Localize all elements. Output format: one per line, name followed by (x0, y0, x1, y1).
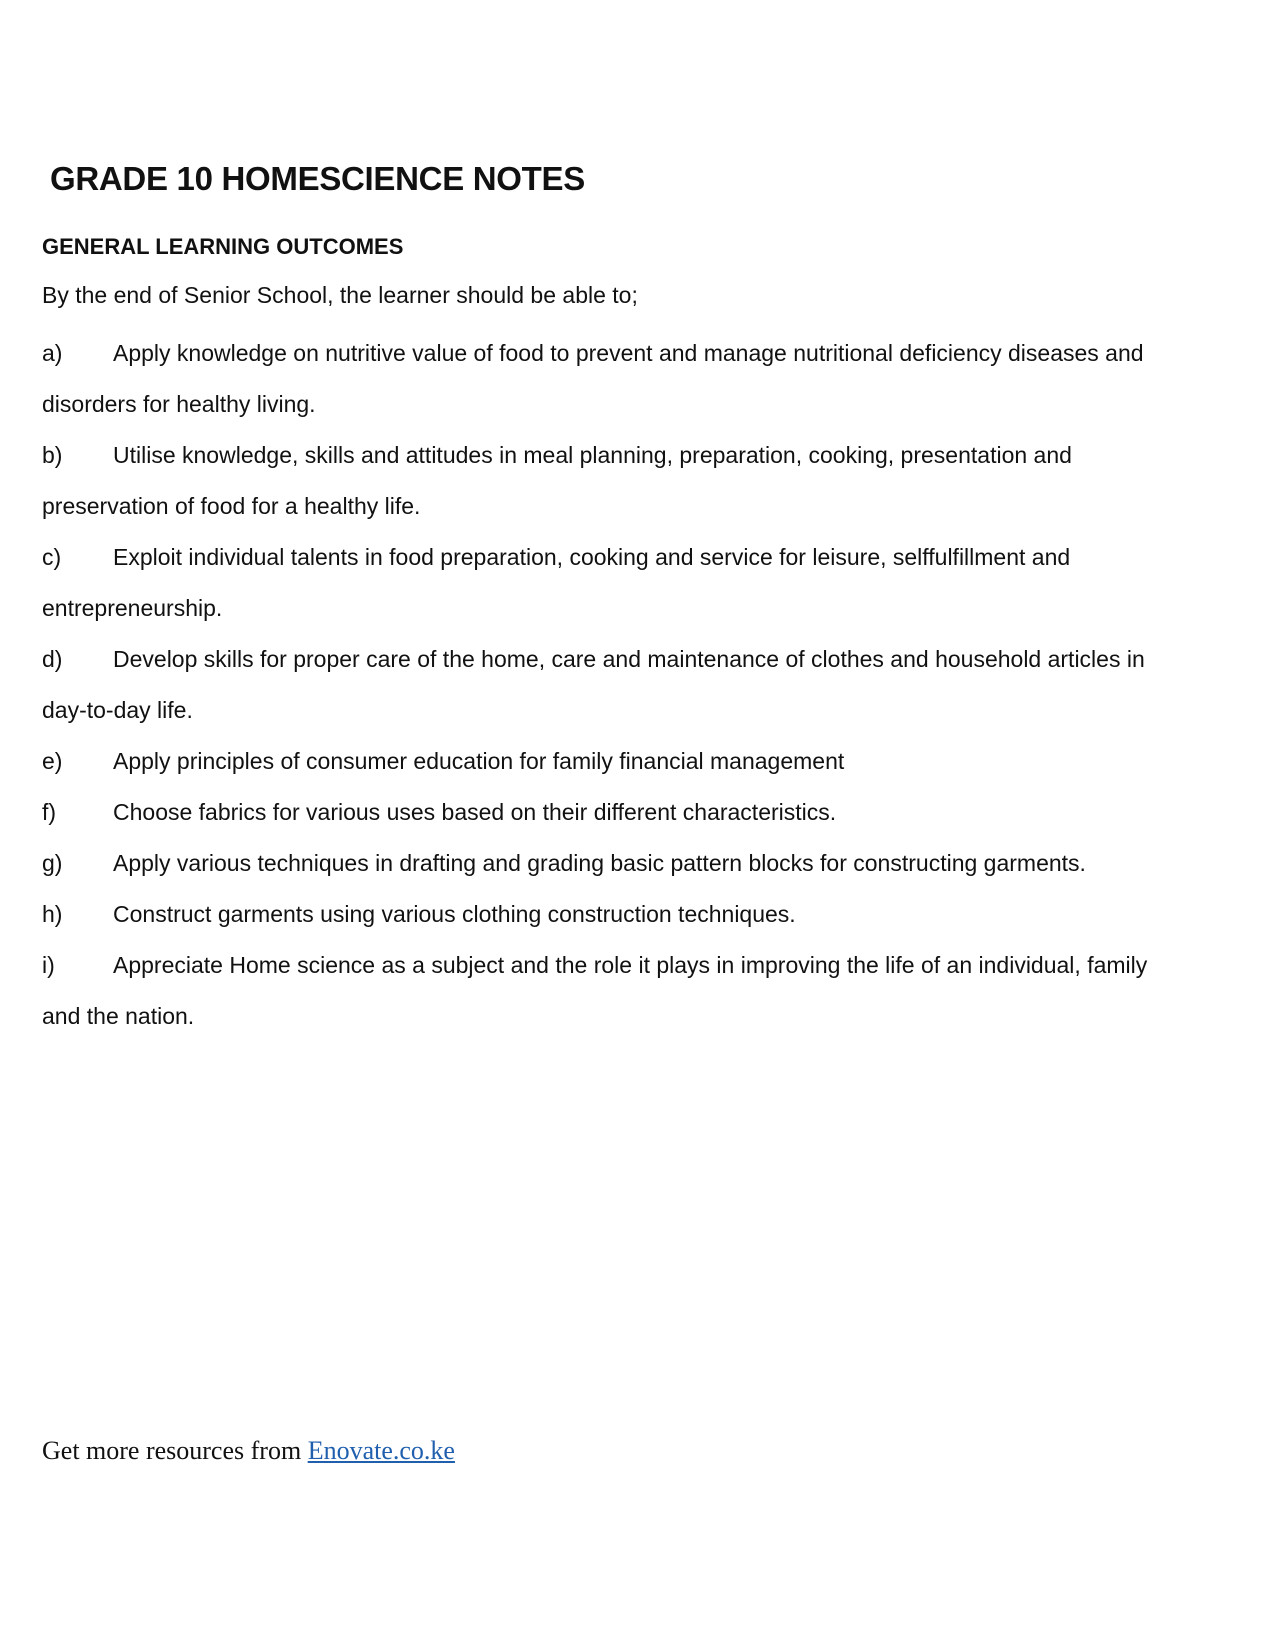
outcome-item (42, 889, 1152, 940)
section-heading: GENERAL LEARNING OUTCOMES (42, 234, 404, 259)
footer (42, 1436, 455, 1466)
outcome-item (42, 736, 1152, 787)
outcome-item (42, 634, 1152, 736)
outcome-item (42, 328, 1152, 430)
outcome-text: Develop skills for proper care of the home, care and maintenance of clothes and household articles in day-to-day life. (42, 646, 1145, 723)
learning-outcomes-list (42, 328, 1152, 1042)
outcome-item (42, 940, 1152, 1042)
outcome-text: Apply various techniques in drafting and grading basic pattern blocks for constructing garments. (113, 850, 1086, 876)
outcome-item (42, 430, 1152, 532)
outcome-item (42, 838, 1152, 889)
outcome-item (42, 787, 1152, 838)
outcome-text: Apply knowledge on nutritive value of food to prevent and manage nutritional deficiency diseases and disorders for healthy living. (42, 340, 1144, 417)
outcome-text: Exploit individual talents in food preparation, cooking and service for leisure, selffulfillment and entrepreneurship. (42, 544, 1071, 621)
page-title: GRADE 10 HOMESCIENCE NOTES (50, 160, 585, 197)
outcome-marker: b) (42, 442, 63, 468)
outcome-text: Construct garments using various clothing construction techniques. (113, 901, 796, 927)
outcome-text: Utilise knowledge, skills and attitudes in meal planning, preparation, cooking, presentation and preservation of food for a healthy life. (42, 442, 1072, 519)
footer-text: Get more resources from (42, 1436, 302, 1465)
intro-text: By the end of Senior School, the learner should be able to; (42, 282, 638, 308)
resources-link[interactable]: Enovate.co.ke (307, 1436, 455, 1465)
outcome-text: Appreciate Home science as a subject and the role it plays in improving the life of an individual, family and the nation. (42, 952, 1148, 1029)
outcome-marker: d) (42, 646, 63, 672)
outcome-marker: a) (42, 340, 63, 366)
outcome-item (42, 532, 1152, 634)
outcome-marker: g) (42, 850, 63, 876)
outcome-text: Apply principles of consumer education for family financial management (113, 748, 845, 774)
outcome-marker: i) (42, 952, 55, 978)
outcome-marker: c) (42, 544, 62, 570)
outcome-text: Choose fabrics for various uses based on their different characteristics. (113, 799, 837, 825)
outcome-marker: f) (42, 799, 57, 825)
outcome-marker: e) (42, 748, 63, 774)
outcome-marker: h) (42, 901, 63, 927)
